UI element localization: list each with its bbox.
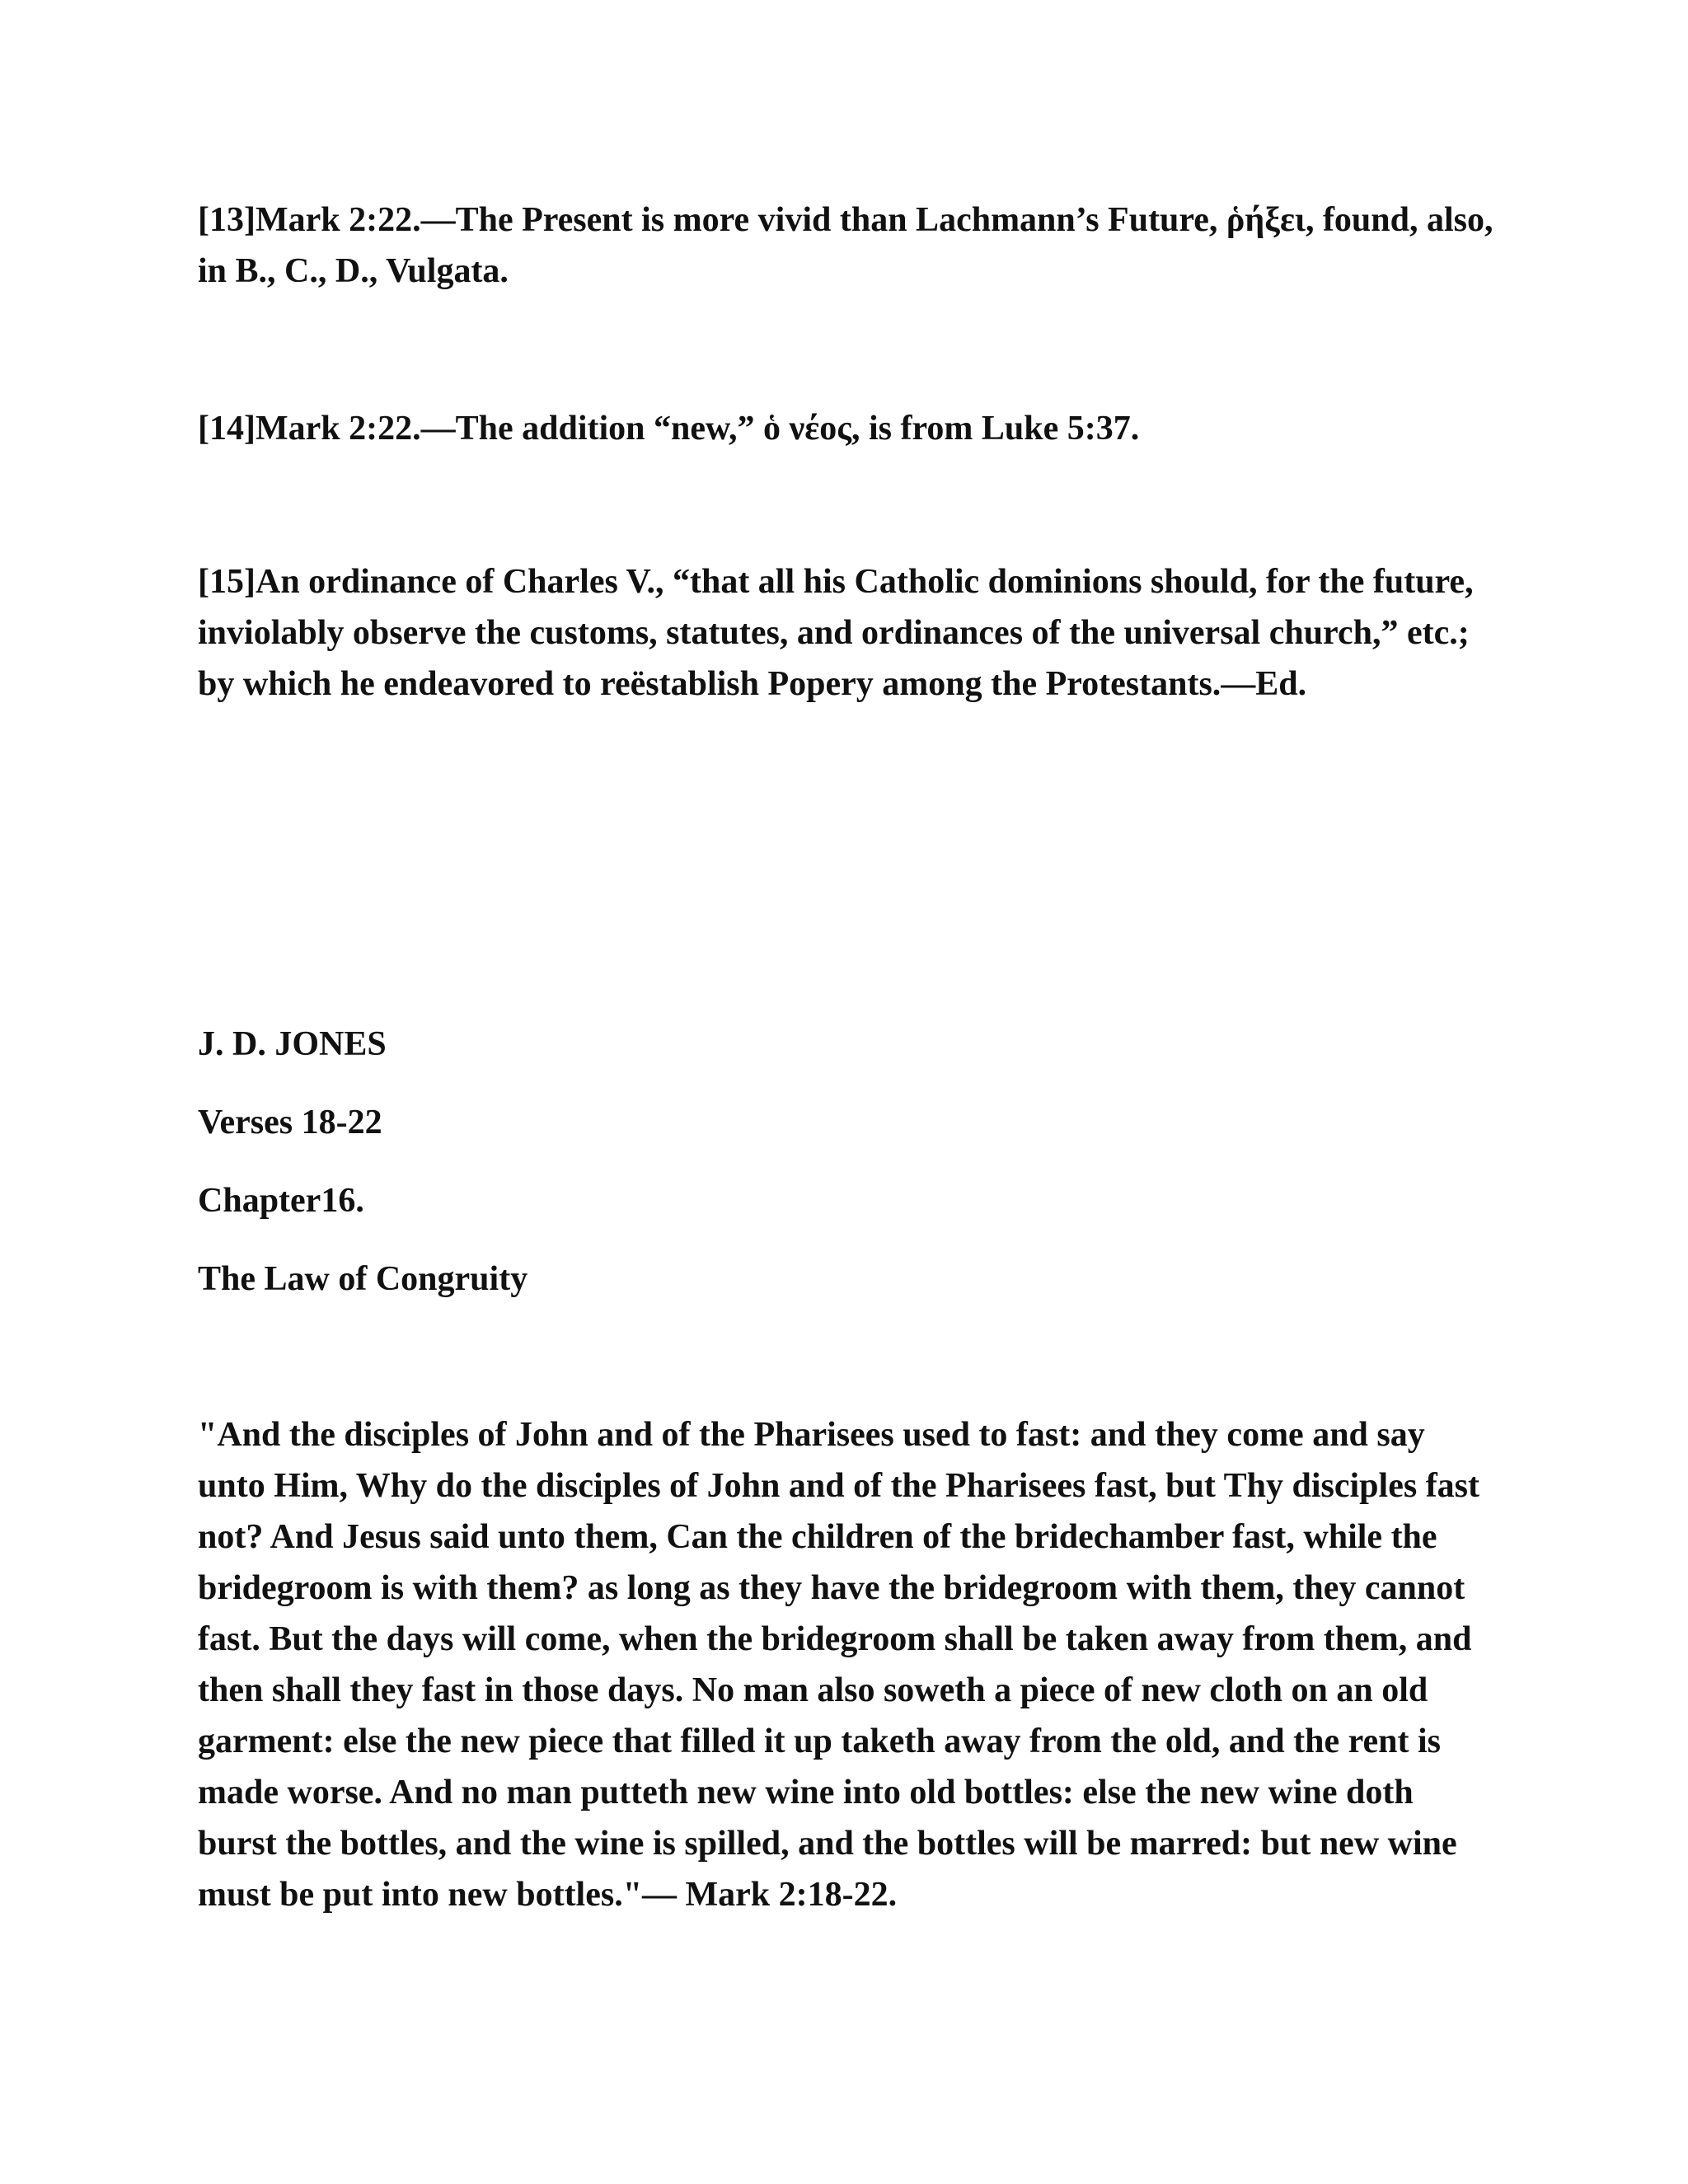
footnote-15	[198, 556, 1500, 710]
chapter-heading: Chapter16.	[198, 1182, 364, 1220]
footnote-14	[198, 403, 1500, 454]
footnote-marker: [13]	[198, 201, 256, 239]
section-title: The Law of Congruity	[198, 1260, 528, 1298]
footnote-marker: [15]	[198, 563, 256, 601]
footnote-marker: [14]	[198, 410, 256, 448]
scripture-quote: "And the disciples of John and of the Pharisees used to fast: and they come and say unto Him, Why do the disciples of John and of the Pharisees fast, but Thy disciples fast not? And Jesus said unto them, Can the children of the bridechamber fast, while the bridegroom is with them? as long as they have the bridegroom with them, they cannot fast. But the days will come, when the bridegroom shall be taken away from them, and then shall they fast in those days. No man also soweth a piece of new cloth on an old garment: else the new piece that filled it up taketh away from the old, and the rent is made worse. And no man putteth new wine into old bottles: else the new wine doth burst the bottles, and the wine is spilled, and the bottles will be marred: but new wine must be put into new bottles."— Mark 2:18-22.	[198, 1416, 1480, 1914]
footnote-text: Mark 2:22.—The Present is more vivid than Lachmann’s Future, ῥήξει, found, also, in B., C., D., Vulgata.	[198, 201, 1493, 290]
verses-reference: Verses 18-22	[198, 1104, 382, 1141]
author-name: J. D. JONES	[198, 1025, 387, 1063]
footnote-13	[198, 194, 1500, 297]
footnote-text: Mark 2:22.—The addition “new,” ὁ νέος, is from Luke 5:37.	[255, 410, 1140, 448]
footnote-text: An ordinance of Charles V., “that all his Catholic dominions should, for the future, inviolably observe the customs, statutes, and ordinances of the universal church,” etc.; by which he endeavored to reëstablish Popery among the Protestants.—Ed.	[198, 563, 1474, 703]
